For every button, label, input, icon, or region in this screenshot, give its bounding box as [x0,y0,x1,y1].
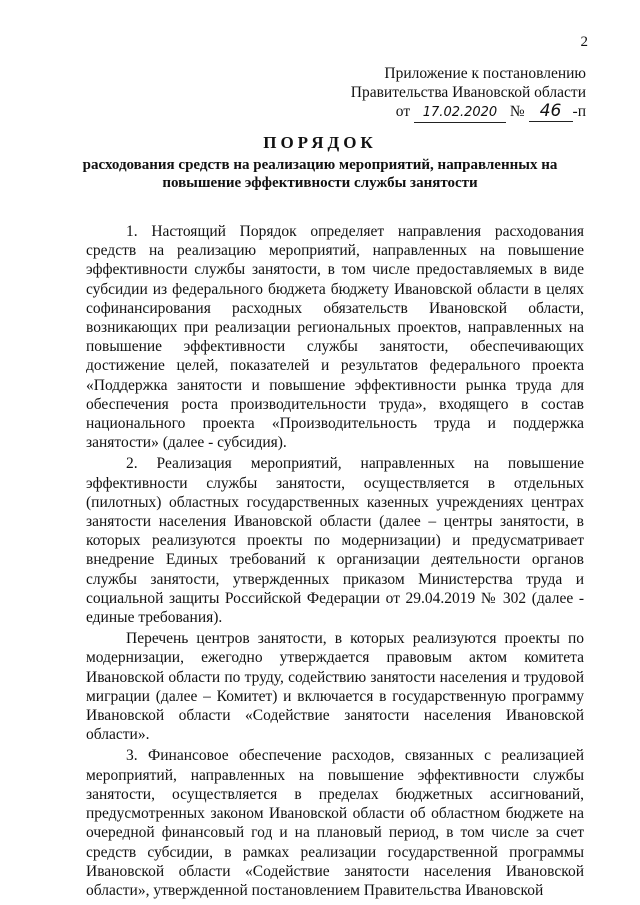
appendix-date-number-line [351,102,586,123]
appendix-line-2: Правительства Ивановской области [350,84,586,101]
document-body [86,222,584,900]
paragraph-1: 1. Настоящий Порядок определяет направления расходования средств на реализацию мероприятий, направленных на повышение эффективности службы занятости, в том числе предоставляемых в виде субсидии из федерального бюджета бюджету Ивановской области в целях софинансирования расходных обязательств Ивановской области, возникающих при реализации региональных проектов, направленных на повышение эффективности службы занятости, обеспечивающих достижение целей, показателей и результатов федерального проекта «Поддержка занятости и повышение эффективности рынка труда для обеспечения роста производительности труда», входящего в состав национального проекта «Производительность труда и поддержка занятости» (далее - субсидия). [86,223,584,452]
document-subtitle: расходования средств на реализацию мероприятий, направленных на повышение эффективности службы занятости [82,157,558,191]
paragraph-4: 3. Финансовое обеспечение расходов, связанных с реализацией мероприятий, направленных на повышение эффективности службы занятости, осуществляется в пределах бюджетных ассигнований, предусмотренных законом Ивановской области об областном бюджете на очередной финансовый год и на плановый период, в том числе за счет средств субсидии, в рамках реализации государственной программы Ивановской области «Содействие занятости населения Ивановской области», утвержденной постановлением Правительства Ивановской [86,747,584,899]
appendix-header [351,64,586,123]
number-blank [529,102,573,122]
date-prefix: от [395,103,411,120]
document-title: ПОРЯДОК [263,133,377,152]
page-number: 2 [580,34,588,50]
number-prefix: № [509,103,525,120]
handwritten-number: 46 [539,101,562,121]
handwritten-date: 17.02.2020 [422,105,498,120]
paragraph-2: 2. Реализация мероприятий, направленных на повышение эффективности службы занятости, осуществляется в отдельных (пилотных) областных государственных казенных учреждениях центрах занятости населения Ивановской области (далее – центры занятости, в которых реализуются проекты по модернизации) и предусматривает внедрение Единых требований к организации деятельности органов службы занятости, утвержденных приказом Министерства труда и социальной защиты Российской Федерации от 29.04.2019 № 302 (далее - единые требования). [86,455,584,627]
number-suffix: -п [572,103,586,120]
paragraph-3: Перечень центров занятости, в которых реализуются проекты по модернизации, ежегодно утверждается правовым актом комитета Ивановской области по труду, содействию занятости населения и трудовой миграции (далее – Комитет) и включается в государственную программу Ивановской области «Содействие занятости населения Ивановской области». [86,630,584,744]
appendix-line-1: Приложение к постановлению [384,65,586,82]
date-blank [414,102,506,123]
